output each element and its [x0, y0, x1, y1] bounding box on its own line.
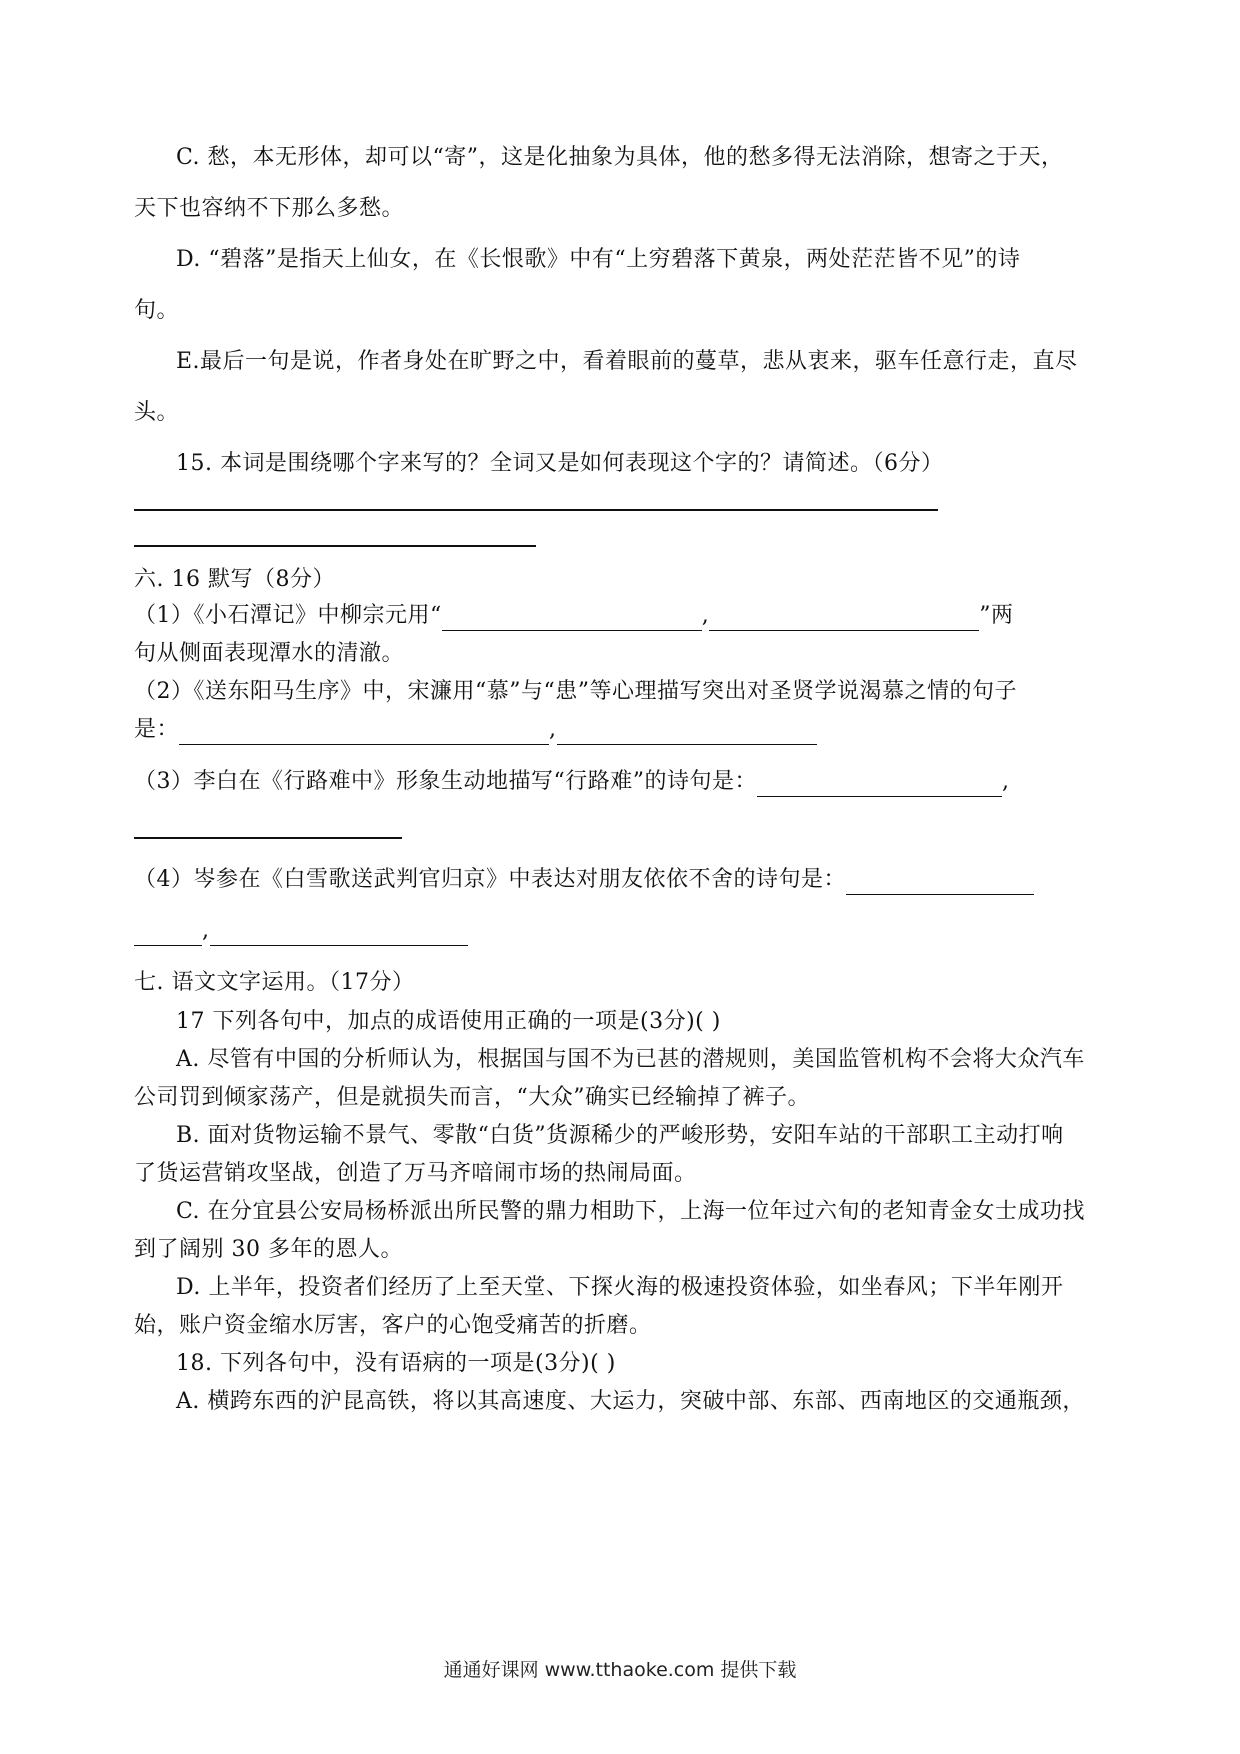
q14-option-c-line1: C. 愁，本无形体，却可以“寄”，这是化抽象为具体，他的愁多得无法消除，想寄之于天，: [176, 145, 1064, 170]
q17-option-a-line2: 公司罚到倾家荡产，但是就损失而言，“大众”确实已经输掉了裤子。: [134, 1085, 810, 1110]
q17-option-c-line2: 到了阔别 30 多年的恩人。: [134, 1237, 403, 1262]
q14-option-d-line1: D. “碧落”是指天上仙女，在《长恨歌》中有“上穷碧落下黄泉，两处茫茫皆不见”的诗: [176, 247, 1021, 272]
q14-option-e-line1: E.最后一句是说，作者身处在旷野之中，看着眼前的蔓草，悲从衷来，驱车任意行走，直尽: [176, 349, 1078, 374]
section7-heading: 七. 语文文字运用。（17分）: [134, 970, 415, 995]
q17-question: 17 下列各句中，加点的成语使用正确的一项是(3分)( ): [176, 1009, 721, 1034]
item1-blank-2[interactable]: [709, 606, 979, 631]
section6-item4-line2: [134, 916, 468, 946]
q15-answer-line-1[interactable]: [134, 509, 938, 511]
q17-option-d-line2: 始，账户资金缩水厉害，客户的心饱受痛苦的折磨。: [134, 1313, 652, 1338]
q14-option-c-line2: 天下也容纳不下那么多愁。: [134, 196, 405, 221]
item1-comma: ,: [701, 603, 710, 628]
section6-item3-line1: [134, 767, 1010, 797]
section6-item1-line1: [134, 601, 1014, 631]
item4-blank-1[interactable]: [846, 870, 1034, 895]
section6-item2-line1: （2）《送东阳马生序》中，宋濂用“慕”与“患”等心理描写突出对圣贤学说渴慕之情的句子: [134, 679, 1017, 704]
item3-prefix: （3）李白在《行路难中》形象生动地描写“行路难”的诗句是：: [134, 769, 757, 794]
item3-blank-1[interactable]: [757, 772, 1002, 797]
q15-question: 15. 本词是围绕哪个字来写的？全词又是如何表现这个字的？请简述。（6分）: [176, 451, 944, 476]
q17-option-c-line1: C. 在分宜县公安局杨桥派出所民警的鼎力相助下，上海一位年过六旬的老知青金女士成功找: [176, 1199, 1086, 1224]
item3-blank-2[interactable]: [134, 837, 402, 839]
q17-option-d-line1: D. 上半年，投资者们经历了上至天堂、下探火海的极速投资体验，如坐春风；下半年刚开: [176, 1275, 1064, 1300]
section6-item4-line1: [134, 865, 1034, 895]
item2-prefix: 是：: [134, 717, 180, 742]
item1-suffix: ”两: [979, 603, 1014, 628]
q18-question: 18. 下列各句中，没有语病的一项是(3分)( ): [176, 1351, 616, 1376]
item2-blank-2[interactable]: [557, 720, 817, 745]
item4-comma: ,: [202, 918, 210, 943]
item1-prefix: （1）《小石潭记》中柳宗元用“: [134, 603, 442, 628]
q17-option-b-line1: B. 面对货物运输不景气、零散“白货”货源稀少的严峻形势，安阳车站的干部职工主动打响: [176, 1123, 1064, 1148]
item4-prefix: （4）岑参在《白雪歌送武判官归京》中表达对朋友依依不舍的诗句是：: [134, 867, 846, 892]
item2-comma: ,: [549, 717, 557, 742]
q14-option-d-line2: 句。: [134, 298, 180, 323]
q17-option-a-line1: A. 尽管有中国的分析师认为，根据国与国不为已甚的潜规则，美国监管机构不会将大众汽车: [176, 1047, 1085, 1072]
item3-comma: ,: [1002, 769, 1010, 794]
section6-item2-line2: [134, 715, 817, 745]
item4-blank-2[interactable]: [134, 921, 202, 946]
item4-blank-3[interactable]: [210, 921, 468, 946]
item2-blank-1[interactable]: [179, 720, 549, 745]
q18-option-a-line1: A. 横跨东西的沪昆高铁，将以其高速度、大运力，突破中部、东部、西南地区的交通瓶颈，: [176, 1389, 1085, 1414]
q15-answer-line-2[interactable]: [134, 545, 536, 547]
section6-heading: 六. 16 默写（8分）: [134, 567, 335, 592]
item1-blank-1[interactable]: [442, 606, 702, 631]
q14-option-e-line2: 头。: [134, 400, 180, 425]
section6-item1-line2: 句从侧面表现潭水的清澈。: [134, 641, 405, 666]
page-footer: 通通好课网 www.tthaoke.com 提供下载: [443, 1659, 797, 1681]
q17-option-b-line2: 了货运营销攻坚战，创造了万马齐喑闹市场的热闹局面。: [134, 1161, 697, 1186]
